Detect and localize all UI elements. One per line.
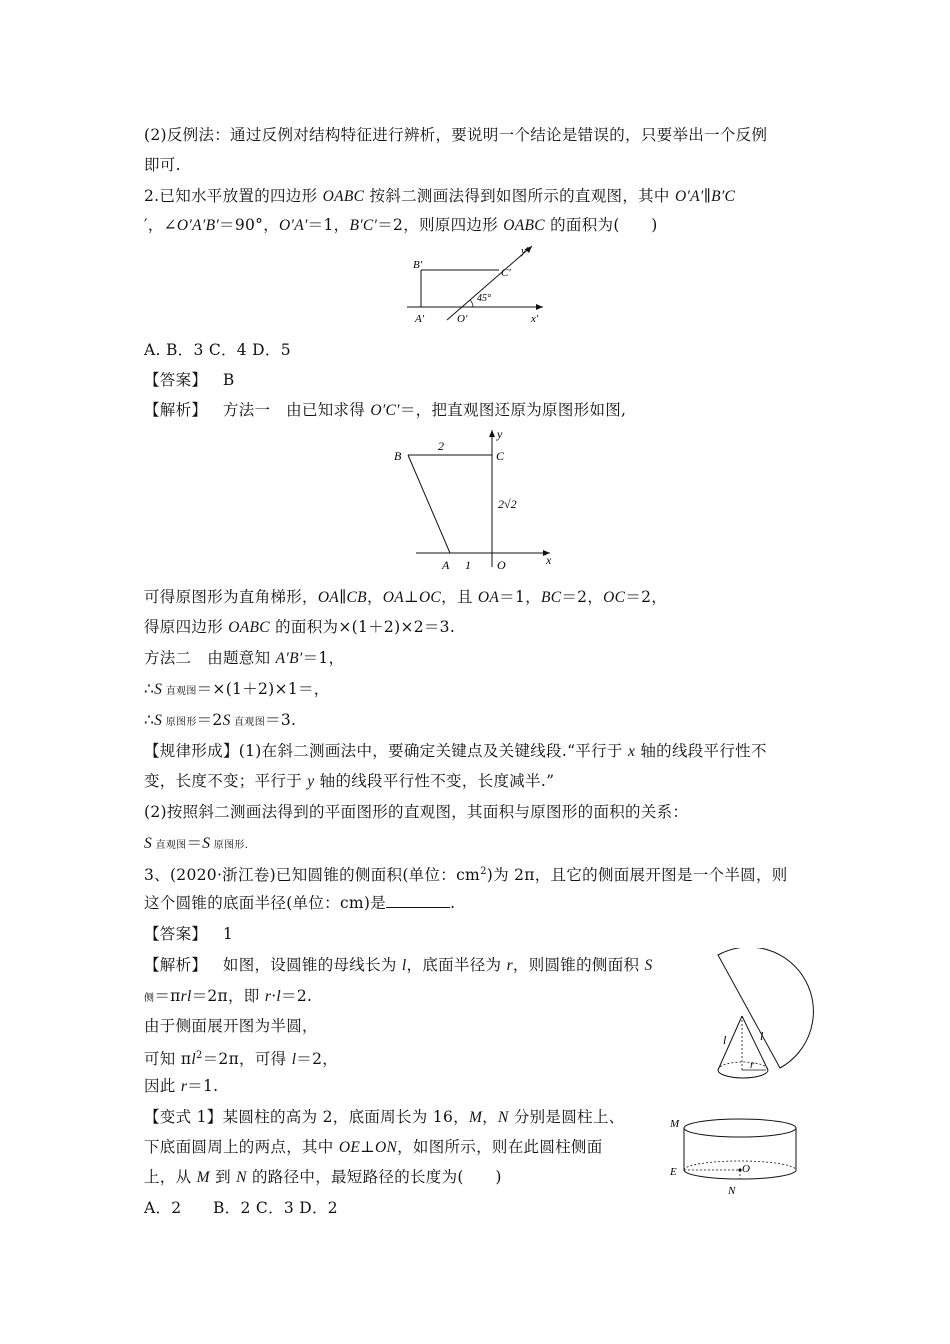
text: 按斜二测画法得到如图所示的直观图，其中 [364,187,675,205]
question-2-solution-line1 [144,400,626,421]
superscript: 2 [195,1050,203,1061]
question-2-solution-line3 [144,617,455,638]
math: OC [603,589,626,606]
math: S [154,712,163,729]
symbol: ∥ [703,187,712,205]
text: ＝1， [302,649,345,667]
question-2-method2-line2 [144,679,330,702]
answer-blank [386,893,450,908]
text: 轴的线段平行性不 [635,742,767,760]
math: A′B′ [275,650,303,667]
text: ，则圆锥的侧面积 [512,956,645,974]
symbol: ⊥ [360,1138,375,1156]
oblique-projection-figure [395,238,555,328]
subscript: 直观图 [230,717,266,728]
label-e: E [670,1166,677,1178]
label-height: 2√2 [498,497,517,511]
subscript: 原图形. [210,840,249,851]
text: 3、(2020·浙江卷)已知圆锥的侧面积(单位：cm [144,866,481,885]
label-o: O [497,558,506,572]
math: O′A′B′ [176,217,220,234]
text: 下底面圆周上的两点，其中 [144,1138,339,1156]
label-r: r [750,1059,755,1071]
cylinder-figure [664,1110,804,1200]
segment-a-b [408,455,450,553]
math: S [222,712,231,729]
answer-value: 1 [222,925,234,943]
text: 轴的线段平行性不变，长度减半.” [314,772,555,790]
text: 上，从 [144,1168,197,1186]
original-trapezoid-figure [388,424,568,574]
question-3-solution-line5 [144,1076,218,1097]
label-b-prime: B′ [413,259,423,271]
text: 的路径中，最短路径的长度为( ) [246,1168,502,1186]
text: ＝2，则原四边形 [377,216,504,234]
math: l [276,988,282,1005]
subscript: 直观图 [162,686,197,697]
text: ＝2 [196,711,223,729]
text: 方法二 由题意知 [144,649,276,667]
math: y [307,773,315,790]
paragraph-counterexample-line2: 即可. [144,156,181,174]
subscript: 直观图 [152,840,187,851]
text: ＝2. [281,987,313,1005]
label-o-prime: O′ [457,313,468,325]
math: M [468,1109,483,1126]
rule-line2 [144,771,554,792]
subscript: 侧 [144,993,155,1004]
text: ， [366,588,383,606]
label-x-prime: x′ [531,313,539,325]
symbol: ⊥ [404,588,419,606]
math: O′A′ [279,217,308,234]
label-o: O [742,1163,750,1175]
text: ，底面半径为 [406,956,507,974]
question-3-solution-line3: 由于侧面展开图为半圆， [144,1017,318,1035]
text: ＝2π，可得 [202,1050,292,1069]
symbol: ∴ [144,711,155,729]
angle-arc [470,300,473,307]
question-3-line1 [144,862,788,885]
text: ＝，把直观图还原为原图形如图, [399,401,627,419]
text: ＝2π，即 [191,987,265,1005]
label-y-prime: y′ [521,245,529,257]
cylinder-top [684,1119,796,1137]
math: S [644,957,653,974]
answer-value: B [222,371,235,389]
math: r [180,1078,188,1095]
label-angle-45: 45° [477,293,491,304]
y-axis-arrow [489,430,495,437]
label-l-left: l [723,1033,727,1047]
symbol: ∥ [339,588,347,606]
text: 2.已知水平放置的四边形 [144,187,323,205]
text: 【规律形成】(1)在斜二测画法中，要确定关键点及关键线段.“平行于 [144,742,628,760]
rule-line1 [144,741,767,762]
math: r [264,988,272,1005]
math: S [144,835,153,852]
math: BC [540,589,562,606]
solution-label: 【解析】 [144,956,208,974]
question-2-options: A. B．3 C．4 D．5 [144,341,291,359]
math: O′A′ [674,188,704,205]
text: 变，长度不变；平行于 [144,772,308,790]
text: 分别是圆柱上、 [508,1108,625,1126]
question-3-solution-line2 [144,986,312,1009]
rule-line3: (2)按照斜二测画法得到的平面图形的直观图，其面积与原图形的面积的关系： [144,803,689,821]
math: rl [180,988,192,1005]
text: 【变式 1】某圆柱的高为 2，底面周长为 16， [144,1108,469,1126]
text: ＝2， [625,588,668,606]
text: 得原四边形 [144,618,229,636]
math: M [196,1169,210,1186]
math: B′C [711,188,736,205]
text: 这个圆锥的底面半径(单位：cm)是 [144,894,387,912]
text: ，如图所示，则在此圆柱侧面 [397,1138,603,1156]
cone-slant-right [742,1016,768,1070]
superscript: 2 [480,866,487,877]
text: ，且 [441,588,478,606]
label-x: x [546,553,552,567]
label-c-prime: C′ [501,267,511,279]
math: OA [317,589,340,606]
question-2-method2-line3 [144,710,296,733]
math: N [236,1169,247,1186]
cone-slant-left [718,1016,742,1070]
question-3-solution-line1 [144,955,653,976]
symbol: ∴ [144,680,155,698]
math: OE [338,1139,361,1156]
text: ＝ [186,834,203,852]
question-2-solution-line2 [144,587,667,608]
label-b: B [394,449,402,463]
cone-base-back [718,1062,768,1070]
text: )为 2π，且它的侧面展开图是一个半圆，则 [486,866,788,885]
text: 如图，设圆锥的母线长为 [222,956,402,974]
cone-base-front [718,1070,768,1078]
text: 的面积为( ) [544,216,658,234]
text: ＝90°， [219,216,280,234]
paragraph-counterexample-line1: (2)反例法：通过反例对结构特征进行辨析，要说明一个结论是错误的，只要举出一个反例 [144,126,768,144]
variant-1-line1 [144,1107,624,1128]
answer-label: 【答案】 [144,925,208,943]
text: ＝3. [265,711,297,729]
label-n: N [728,1185,736,1197]
text: 到 [209,1168,237,1186]
variant-1-options: A．2 B．2 C．3 D．2 [144,1199,338,1217]
solution-label: 【解析】 [144,401,208,419]
math: O′C′ [370,402,400,419]
label-c: C [496,449,505,463]
text: 的面积为×(1＋2)×2＝3. [269,618,456,636]
math: OC [418,589,442,606]
math: S [154,681,163,698]
text: 因此 [144,1077,181,1095]
text: ＝×(1＋2)×1＝， [196,680,330,698]
rule-line4 [144,833,248,856]
question-2-answer [144,370,235,390]
question-3-solution-line4 [144,1046,338,1070]
answer-label: 【答案】 [144,371,208,389]
math: l [401,957,407,974]
math: OABC [322,188,365,205]
math: OA [382,589,405,606]
math: l [191,1051,196,1069]
label-a: A [442,558,450,572]
text: ＝1， [499,588,541,606]
question-2-method2-line1 [144,648,344,669]
text: ， [482,1108,498,1126]
math: B′C′ [349,217,378,234]
label-l-right: l [760,1029,764,1043]
math: S [202,835,211,852]
math: OABC [228,619,270,636]
cone-unfolding-figure [712,948,822,1086]
variant-1-line2 [144,1137,603,1158]
semicircle-sector [718,948,813,1068]
math: OABC [503,217,545,234]
math: r [506,957,513,974]
text: ＝π [154,987,181,1005]
math: N [497,1109,509,1126]
text: 可得原图形为直角梯形， [144,588,318,606]
text: ′，∠ [144,216,177,234]
y-axis [447,246,532,320]
label-length-1: 1 [465,558,471,572]
math: ON [374,1139,398,1156]
question-2-line1 [144,186,735,207]
x-axis-arrow [536,304,543,310]
text: ＝1， [307,216,350,234]
math: CB [346,589,367,606]
math: x [627,743,636,760]
math: OA [477,589,500,606]
label-y: y [497,427,503,441]
question-3-line2: 这个圆锥的底面半径(单位：cm)是 . [144,894,456,912]
text: 可知 π [144,1050,192,1069]
label-a-prime: A′ [415,313,425,325]
symbol: · [271,987,277,1005]
math: l [291,1051,297,1069]
variant-1-line3 [144,1167,502,1188]
label-length-2: 2 [438,439,444,453]
text: ＝2， [296,1050,339,1069]
text: 方法一 由已知求得 [222,401,371,419]
question-2-line2 [144,215,658,236]
label-m: M [670,1118,680,1130]
subscript: 原图形 [162,717,197,728]
text: ＝1. [187,1077,219,1095]
text: ＝2， [561,588,604,606]
question-3-answer [144,924,233,944]
